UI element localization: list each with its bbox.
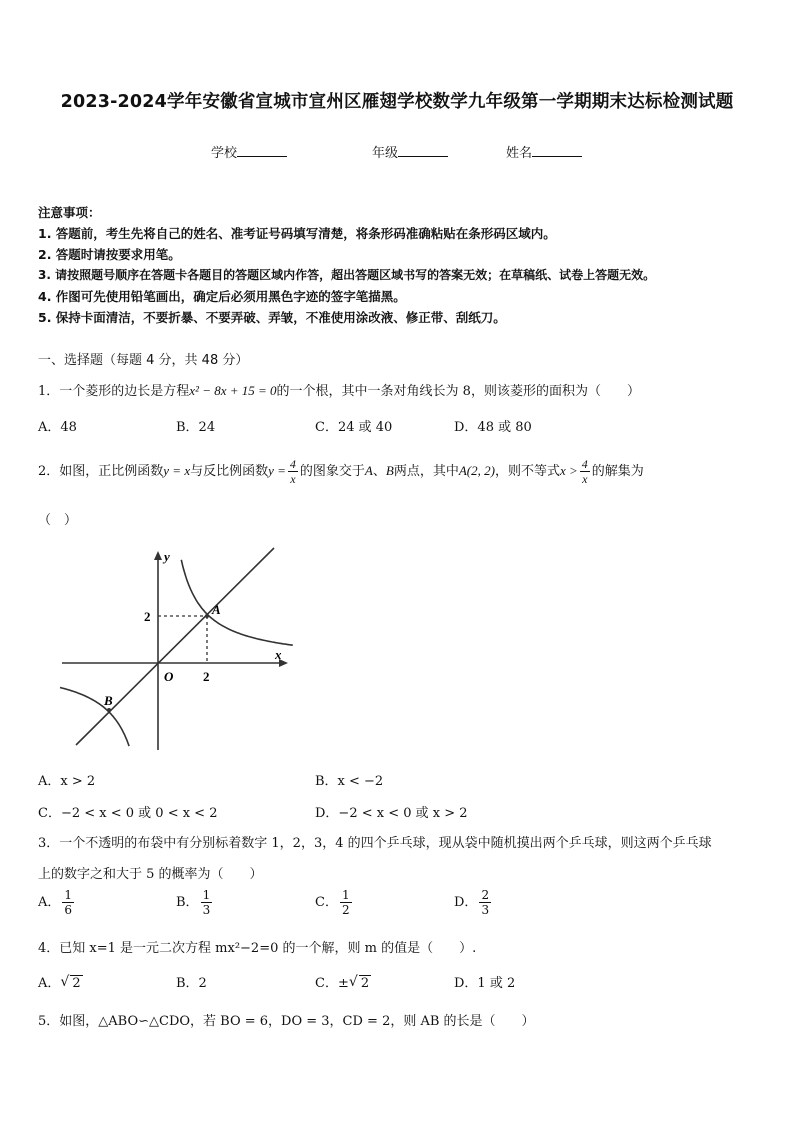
q2-inverse-function-left: y = <box>268 463 286 478</box>
option-label: A． <box>38 895 61 910</box>
fraction-numerator: 1 <box>202 888 211 902</box>
fraction-denominator: x <box>582 472 588 486</box>
fraction-numerator: 4 <box>581 457 588 471</box>
name-blank <box>532 144 582 157</box>
sqrt <box>60 976 82 991</box>
q2-sep: 、 <box>372 464 386 479</box>
option-fraction <box>201 888 213 917</box>
q1-option-c: C．24 或 40 <box>315 420 393 435</box>
q2-point-a-coords: A(2, 2) <box>458 463 495 478</box>
note-item: 4. 作图可先使用铅笔画出，确定后必须用黑色字迹的签字笔描黑。 <box>38 289 406 304</box>
q4-option-a <box>38 972 83 991</box>
fraction-denominator: 2 <box>341 903 350 917</box>
q4-option-d: D．1 或 2 <box>454 976 516 991</box>
question-2 <box>38 452 644 491</box>
q2-option-c: C．−2 < x < 0 或 0 < x < 2 <box>38 806 218 821</box>
q3-option-a <box>38 888 76 917</box>
option-fraction <box>340 888 352 917</box>
q1-equation: x² − 8x + 15 = 0 <box>189 383 277 398</box>
option-fraction <box>479 888 491 917</box>
grade-field <box>372 142 448 161</box>
school-label: 学校 <box>211 146 238 161</box>
point-b-dot <box>107 708 111 712</box>
fraction-denominator: x <box>290 472 296 486</box>
q1-prefix: 1．一个菱形的边长是方程 <box>38 384 190 399</box>
q1-option-d: D．48 或 80 <box>454 420 532 435</box>
q2-linear-function: y = x <box>163 463 191 478</box>
y-tick-2-label: 2 <box>144 609 151 624</box>
point-a-dot <box>205 614 209 618</box>
option-fraction <box>62 888 74 917</box>
x-tick-2-label: 2 <box>203 669 210 684</box>
sqrt-icon: √ <box>348 974 358 990</box>
q1-option-b: B．24 <box>176 420 216 435</box>
q2-text: 与反比例函数 <box>190 464 269 479</box>
hyperbola-branch-1 <box>181 560 292 645</box>
name-field <box>506 142 582 161</box>
fraction-numerator: 4 <box>289 457 296 471</box>
q4-text: 4．已知 x=1 是一元二次方程 mx²−2=0 的一个解，则 m 的值是（ ）. <box>38 941 477 956</box>
q2-figure <box>58 546 298 756</box>
name-label: 姓名 <box>506 146 533 161</box>
q2-text: 的图象交于 <box>299 464 365 479</box>
q4-option-c <box>315 972 371 991</box>
point-b-label: B <box>104 693 113 708</box>
grade-label: 年级 <box>372 146 399 161</box>
option-label: B． <box>176 895 199 910</box>
q2-text: 2．如图，正比例函数 <box>38 464 164 479</box>
q3-text-line-2: 上的数字之和大于 5 的概率为（ ） <box>38 867 263 882</box>
q1-suffix: 的一个根，其中一条对角线长为 8，则该菱形的面积为（ ） <box>276 384 640 399</box>
fraction-denominator: 3 <box>202 903 211 917</box>
q2-option-b: B．x < −2 <box>315 774 384 789</box>
q2-answer-paren: （ ） <box>38 513 78 528</box>
q2-point-b: B <box>385 463 394 478</box>
q2-text: 的解集为 <box>591 464 644 479</box>
q3-text-line-1: 3．一个不透明的布袋中有分别标着数字 1，2，3，4 的四个乒乓球，现从袋中随机摸出两个乒乓球，则这两个乒乓球 <box>38 836 712 851</box>
origin-label: O <box>164 669 174 684</box>
point-a-label: A <box>212 602 221 617</box>
radicand: 2 <box>72 976 81 991</box>
q2-inverse-fraction <box>288 457 298 486</box>
fraction-numerator: 1 <box>64 888 73 902</box>
note-item: 1. 答题前，考生先将自己的姓名、准考证号码填写清楚，将条形码准确粘贴在条形码区域内。 <box>38 226 556 241</box>
fraction-numerator: 1 <box>341 888 350 902</box>
option-label: C． <box>315 895 338 910</box>
option-label: C．± <box>315 976 349 991</box>
q4-option-b: B．2 <box>176 976 207 991</box>
fraction-numerator: 2 <box>481 888 490 902</box>
q3-option-b <box>176 888 214 917</box>
note-item: 3. 请按照题号顺序在答题卡各题目的答题区域内作答，超出答题区域书写的答案无效；在草稿纸、试卷上答题无效。 <box>38 268 656 282</box>
q2-text: ，则不等式 <box>494 464 560 479</box>
q3-option-d <box>454 888 493 917</box>
q3-option-c <box>315 888 354 917</box>
fraction-denominator: 6 <box>64 903 73 917</box>
option-label: D． <box>454 895 478 910</box>
school-blank <box>237 144 287 157</box>
y-axis-label: y <box>164 549 170 564</box>
section-heading: 一、选择题（每题 4 分，共 48 分） <box>38 353 249 368</box>
note-item: 5. 保持卡面清洁，不要折暴、不要弄破、弄皱，不准使用涂改液、修正带、刮纸刀。 <box>38 310 506 325</box>
q1-option-a: A．48 <box>38 420 77 435</box>
q2-point-a: A <box>364 463 373 478</box>
y-axis-arrow <box>154 551 162 560</box>
q2-option-a: A．x > 2 <box>38 774 96 789</box>
radicand: 2 <box>360 976 370 991</box>
q2-option-d: D．−2 < x < 0 或 x > 2 <box>315 806 468 821</box>
school-field <box>211 142 287 161</box>
fraction-denominator: 3 <box>481 903 490 917</box>
notes-heading: 注意事项： <box>38 205 101 220</box>
grade-blank <box>398 144 448 157</box>
question-1 <box>38 380 640 399</box>
note-item: 2. 答题时请按要求用笔。 <box>38 247 181 262</box>
option-label: A． <box>38 976 61 991</box>
q2-text: 两点，其中 <box>393 464 459 479</box>
sqrt-icon: √ <box>60 974 70 990</box>
page-title: 2023-2024学年安徽省宣城市宣州区雁翅学校数学九年级第一学期期末达标检测试题 <box>60 92 734 112</box>
q2-inequality-fraction <box>580 457 590 486</box>
line-y-equals-x <box>76 548 274 745</box>
sqrt <box>349 976 371 991</box>
q5-text: 5．如图，△ABO∽△CDO，若 BO = 6，DO = 3，CD = 2，则 AB 的长是（ ） <box>38 1014 535 1029</box>
x-axis-label: x <box>275 647 282 662</box>
q2-inequality-left: x > <box>559 463 578 478</box>
hyperbola-branch-3 <box>60 688 129 747</box>
